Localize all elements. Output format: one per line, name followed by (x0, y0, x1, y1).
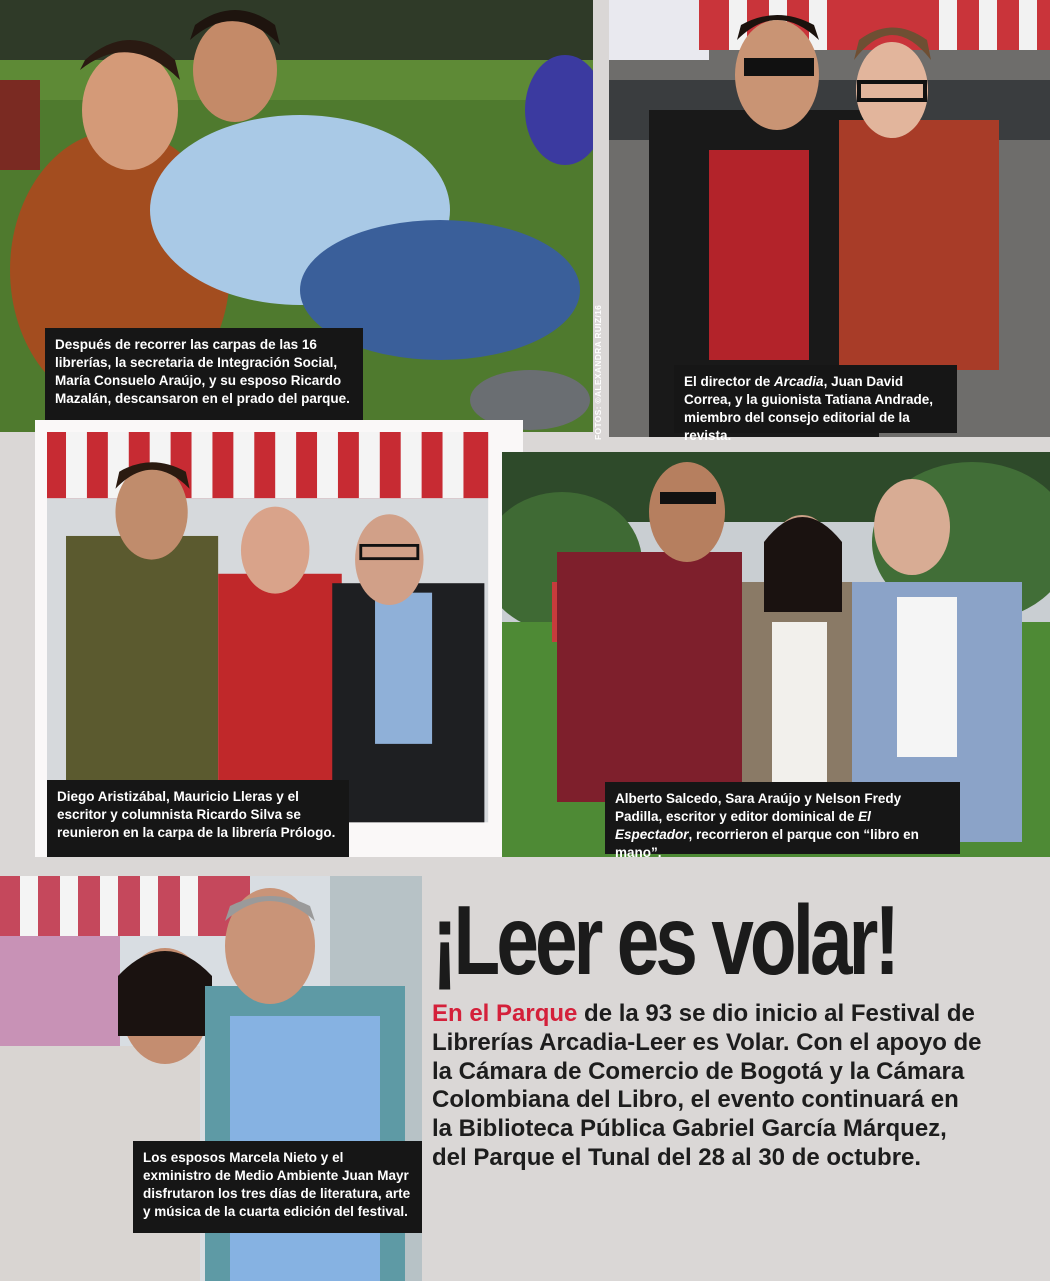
caption-text-2: , recorrieron el parque con “libro en mano”. (615, 827, 919, 860)
photo-three-men-in-booth-caption (47, 780, 349, 857)
photo-three-in-park-caption (605, 782, 960, 860)
caption-newspaper-name: El Espectador (615, 809, 871, 842)
photo-director-and-screenwriter-caption (674, 365, 957, 443)
caption-text: Los esposos Marcela Nieto y el exministro de Medio Ambiente Juan Mayr disfrutaron los tres días de literatura, arte y música de la cuarta edición del festival. (143, 1150, 411, 1219)
photo-credit: FOTOS: ©ALEXANDRA RUIZ/16 (593, 304, 603, 440)
caption-text-2: , Juan David Correa, y la guionista Tatiana Andrade, miembro del consejo editorial de la revista. (684, 374, 934, 443)
article-lead (432, 1000, 982, 1173)
caption-text: Después de recorrer las carpas de las 16 librerías, la secretaria de Integración Social, María Consuelo Araújo, y su esposo Ricardo Mazalán, descansaron en el prado del parque. (55, 337, 350, 406)
photo-couple-on-grass-caption (45, 328, 363, 430)
article-kicker: En el Parque (432, 1000, 578, 1027)
caption-magazine-name: Arcadia (774, 374, 824, 389)
article-body: de la 93 se dio inicio al Festival de Librerías Arcadia-Leer es Volar. Con el apoyo de la Cámara de Comercio de Bogotá y la Cámara Colombiana del Libro, el evento continuará en la Biblioteca Pública Gabriel García Márquez, del Parque el Tunal del 28 al 30 de octubre. (432, 1000, 982, 1171)
caption-text-1: Alberto Salcedo, Sara Araújo y Nelson Fredy Padilla, escritor y editor dominical de (615, 791, 902, 824)
caption-text: Diego Aristizábal, Mauricio Lleras y el escritor y columnista Ricardo Silva se reunieron en la carpa de la librería Prólogo. (57, 789, 336, 840)
caption-text-1: El director de (684, 374, 775, 389)
photo-married-couple-caption (133, 1141, 422, 1233)
article-headline: ¡Leer es volar! (432, 885, 897, 995)
